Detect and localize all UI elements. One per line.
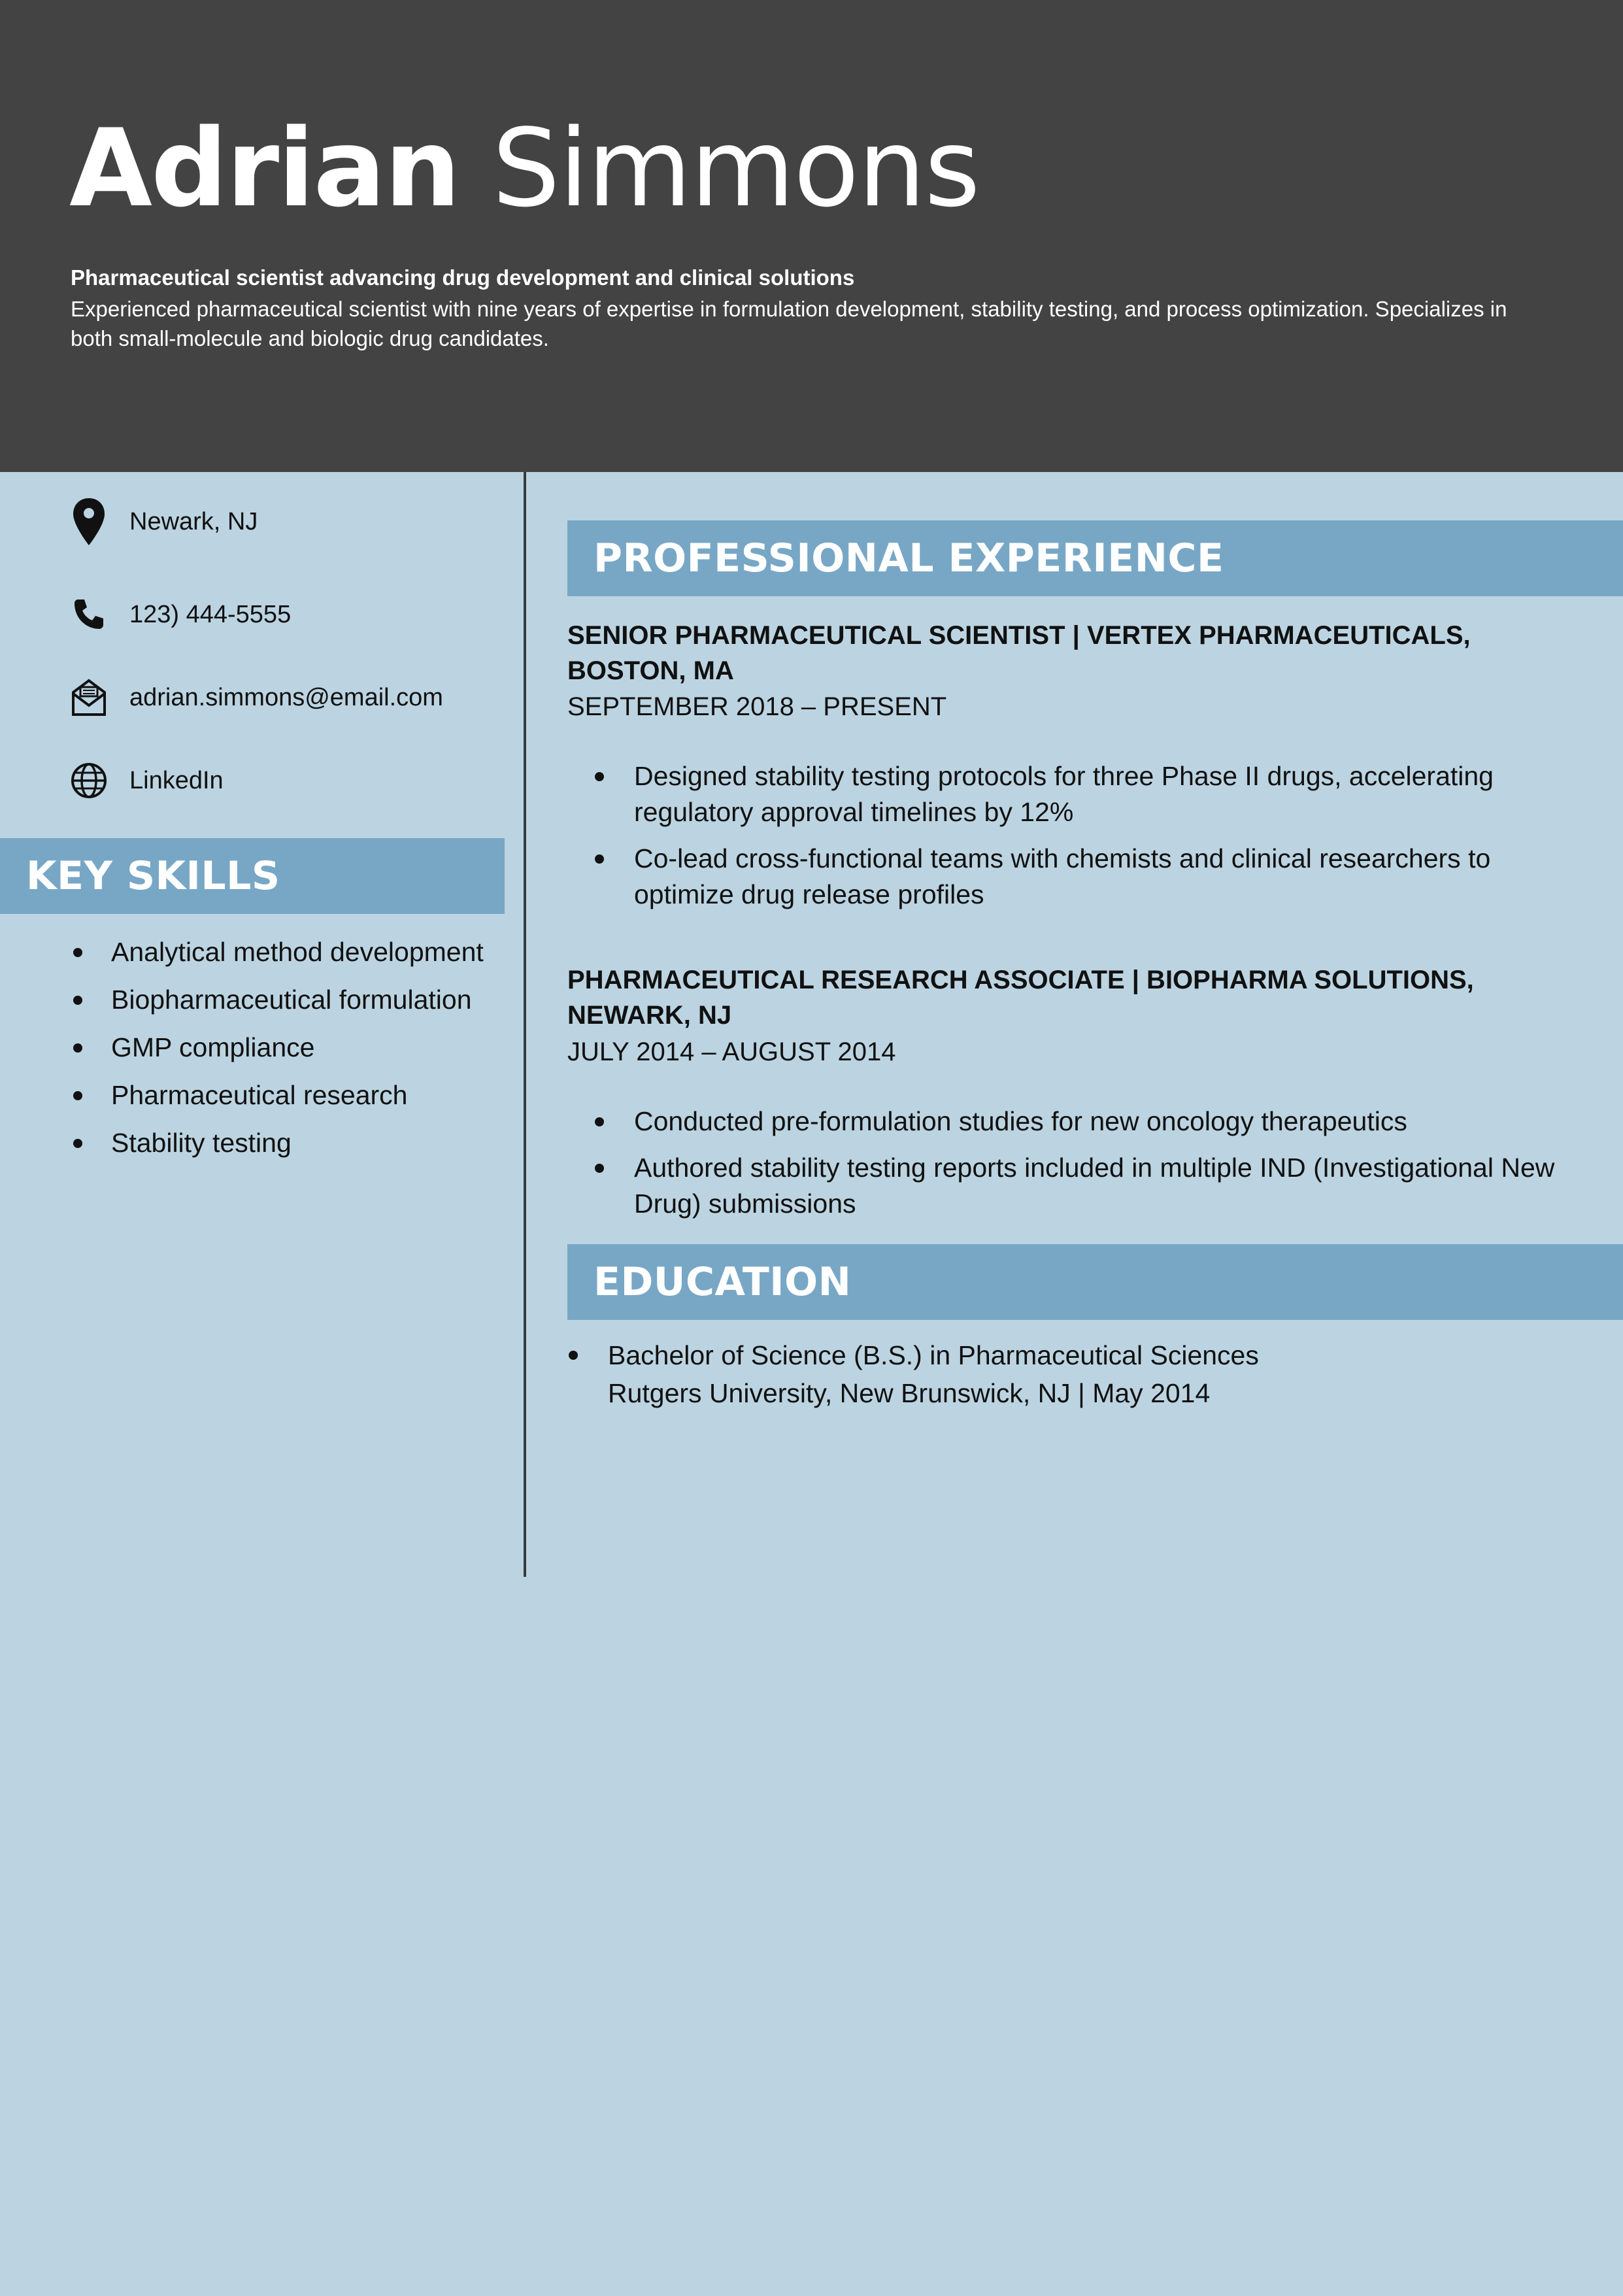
list-item: Designed stability testing protocols for three Phase II drugs, accelerating regulatory approval timelines by 12% — [595, 758, 1575, 830]
list-item: Co-lead cross-functional teams with chemists and clinical researchers to optimize drug release profiles — [595, 841, 1575, 913]
contact-location — [71, 501, 258, 543]
summary: Experienced pharmaceutical scientist with nine years of expertise in formulation development, stability testing, and process optimization. Specializes in both small-molecule and biologic drug candidates. — [71, 297, 1507, 350]
phone-icon — [71, 594, 107, 635]
tagline: Pharmaceutical scientist advancing drug development and clinical solutions — [71, 265, 855, 290]
experience-heading: PROFESSIONAL EXPERIENCE — [567, 520, 1623, 596]
list-item: Pharmaceutical research — [71, 1077, 484, 1124]
email-text[interactable]: adrian.simmons@email.com — [129, 683, 443, 711]
list-item: GMP compliance — [71, 1029, 484, 1077]
key-skills-heading: KEY SKILLS — [0, 838, 505, 914]
linkedin-link[interactable]: LinkedIn — [129, 766, 224, 794]
job-bullets — [595, 1104, 1575, 1232]
candidate-name — [69, 106, 979, 231]
mail-icon — [71, 677, 107, 718]
contact-linkedin — [71, 760, 224, 802]
education-item — [567, 1336, 1587, 1412]
first-name: Adrian — [69, 106, 460, 231]
job-dates: JULY 2014 – AUGUST 2014 — [567, 1038, 896, 1066]
list-item: Stability testing — [71, 1124, 484, 1172]
skills-list — [71, 934, 484, 1172]
job-dates: SEPTEMBER 2018 – PRESENT — [567, 692, 947, 721]
last-name: Simmons — [492, 106, 979, 231]
list-item: Authored stability testing reports included in multiple IND (Investigational New Drug) submissions — [595, 1150, 1575, 1222]
job-title: PHARMACEUTICAL RESEARCH ASSOCIATE | BIOPHARMA SOLUTIONS, NEWARK, NJ — [567, 966, 1474, 1030]
job-title: SENIOR PHARMACEUTICAL SCIENTIST | VERTEX PHARMACEUTICALS, BOSTON, MA — [567, 621, 1471, 685]
job-bullets — [595, 758, 1575, 923]
list-item: Conducted pre-formulation studies for new oncology therapeutics — [595, 1104, 1575, 1140]
contact-email — [71, 677, 443, 718]
header-banner — [0, 0, 1623, 472]
list-item: Biopharmaceutical formulation — [71, 981, 484, 1029]
education-heading: EDUCATION — [567, 1244, 1623, 1320]
list-item: Analytical method development — [71, 934, 484, 981]
contact-phone — [71, 594, 291, 635]
phone-text: 123) 444-5555 — [129, 600, 292, 628]
location-text: Newark, NJ — [129, 507, 258, 535]
degree: Bachelor of Science (B.S.) in Pharmaceutical Sciences — [608, 1340, 1259, 1370]
column-divider — [524, 472, 526, 1577]
map-pin-icon — [71, 501, 107, 543]
school: Rutgers University, New Brunswick, NJ | May 2014 — [608, 1378, 1211, 1408]
globe-icon — [71, 760, 107, 802]
